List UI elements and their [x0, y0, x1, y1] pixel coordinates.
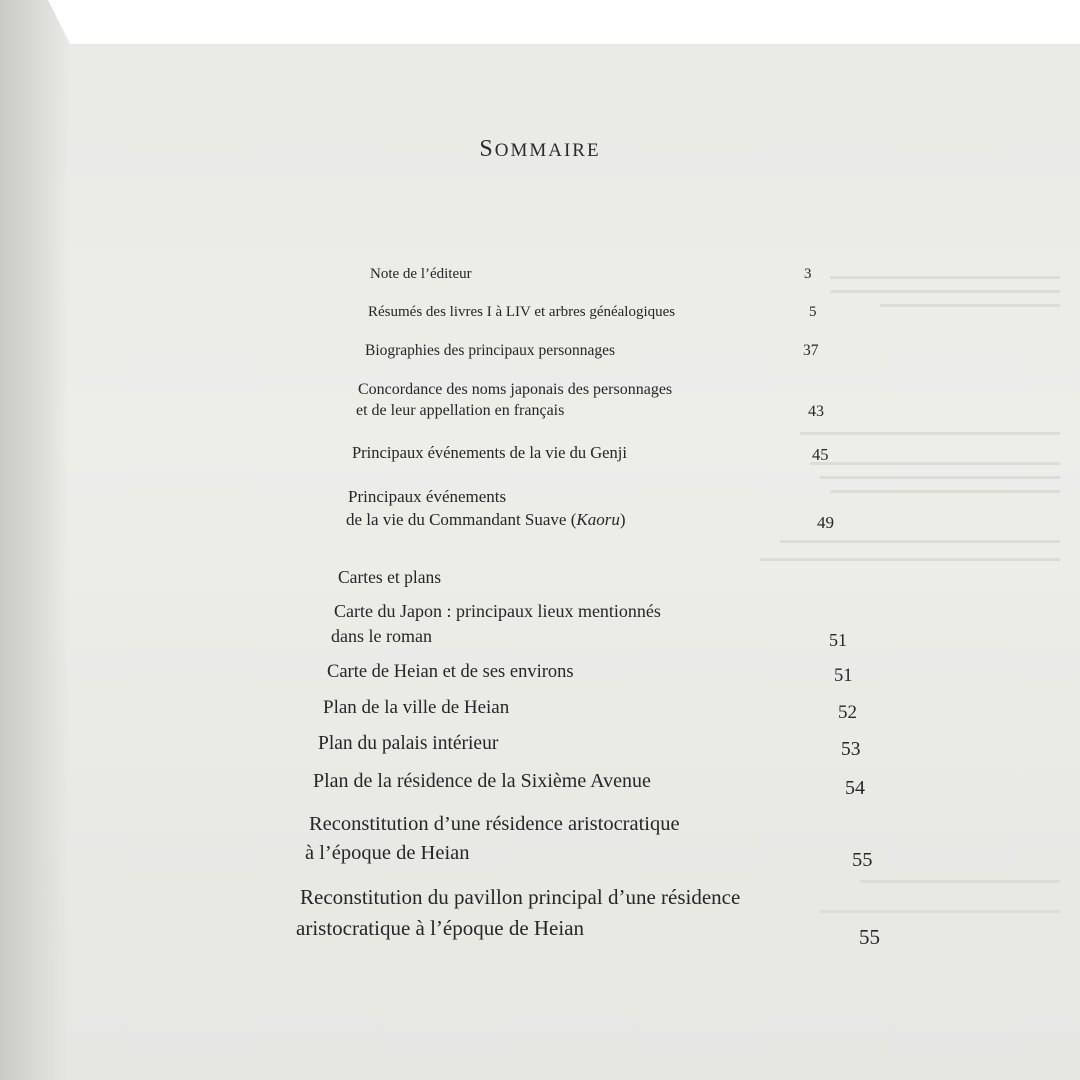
toc-entry-page: 52 [838, 702, 857, 723]
toc-entry-page: 3 [804, 266, 812, 282]
toc-entry-page: 45 [812, 445, 829, 464]
show-through-line [800, 432, 1060, 435]
toc-entry-text-line2: à l’époque de Heian [305, 842, 470, 864]
show-through-line [780, 540, 1060, 543]
toc-entry-page: 43 [808, 403, 824, 420]
toc-entry-page: 53 [841, 739, 861, 760]
toc-entry-page: 49 [817, 513, 834, 532]
toc-entry-text-line1: Reconstitution d’une résidence aristocratique [309, 813, 680, 835]
toc-entry-text: Carte de Heian et de ses environs [327, 662, 574, 682]
show-through-line [810, 462, 1060, 465]
toc-entry-text: Biographies des principaux personnages [365, 342, 616, 359]
toc-entry-text-line2: dans le roman [331, 626, 432, 646]
toc-entry-text-line1: Principaux événements [348, 487, 507, 506]
show-through-line [860, 880, 1060, 883]
toc-entry-page: 51 [834, 666, 853, 686]
toc-entry-text-line1: Reconstitution du pavillon principal d’une résidence [300, 885, 741, 909]
toc-entry-text: Principaux événements de la vie du Genji [352, 443, 627, 462]
show-through-line [760, 558, 1060, 561]
section-heading: Cartes et plans [338, 567, 442, 587]
toc-entry-page: 5 [809, 304, 817, 320]
toc-entry-text-line1: Carte du Japon : principaux lieux mentionnés [334, 601, 661, 621]
toc-entry-page: 37 [803, 342, 819, 359]
page-title: SOMMAIRE [479, 136, 601, 162]
show-through-line [880, 304, 1060, 307]
toc-entry-page: 54 [845, 777, 865, 799]
show-through-line [820, 910, 1060, 913]
toc-entry-text-line2: et de leur appellation en français [356, 402, 565, 419]
toc-entry-text: Plan de la ville de Heian [323, 697, 510, 718]
toc-entry-text: Plan du palais intérieur [318, 733, 499, 754]
toc-entry-page: 55 [852, 849, 873, 871]
toc-entry-page: 51 [829, 630, 847, 650]
toc-entry-text: Note de l’éditeur [370, 266, 472, 282]
toc-entry-page: 55 [859, 925, 880, 949]
toc-entry-text: Plan de la résidence de la Sixième Avenue [313, 770, 651, 792]
show-through-line [830, 490, 1060, 493]
show-through-line [830, 276, 1060, 279]
toc-entry-text-line2: de la vie du Commandant Suave (Kaoru) [346, 510, 626, 529]
toc-entry-text: Résumés des livres I à LIV et arbres généalogiques [368, 304, 676, 320]
toc-entry-text-line2: aristocratique à l’époque de Heian [296, 916, 585, 940]
toc-entry-text-line1: Concordance des noms japonais des personnages [358, 381, 673, 398]
show-through-line [820, 476, 1060, 479]
show-through-line [830, 290, 1060, 293]
